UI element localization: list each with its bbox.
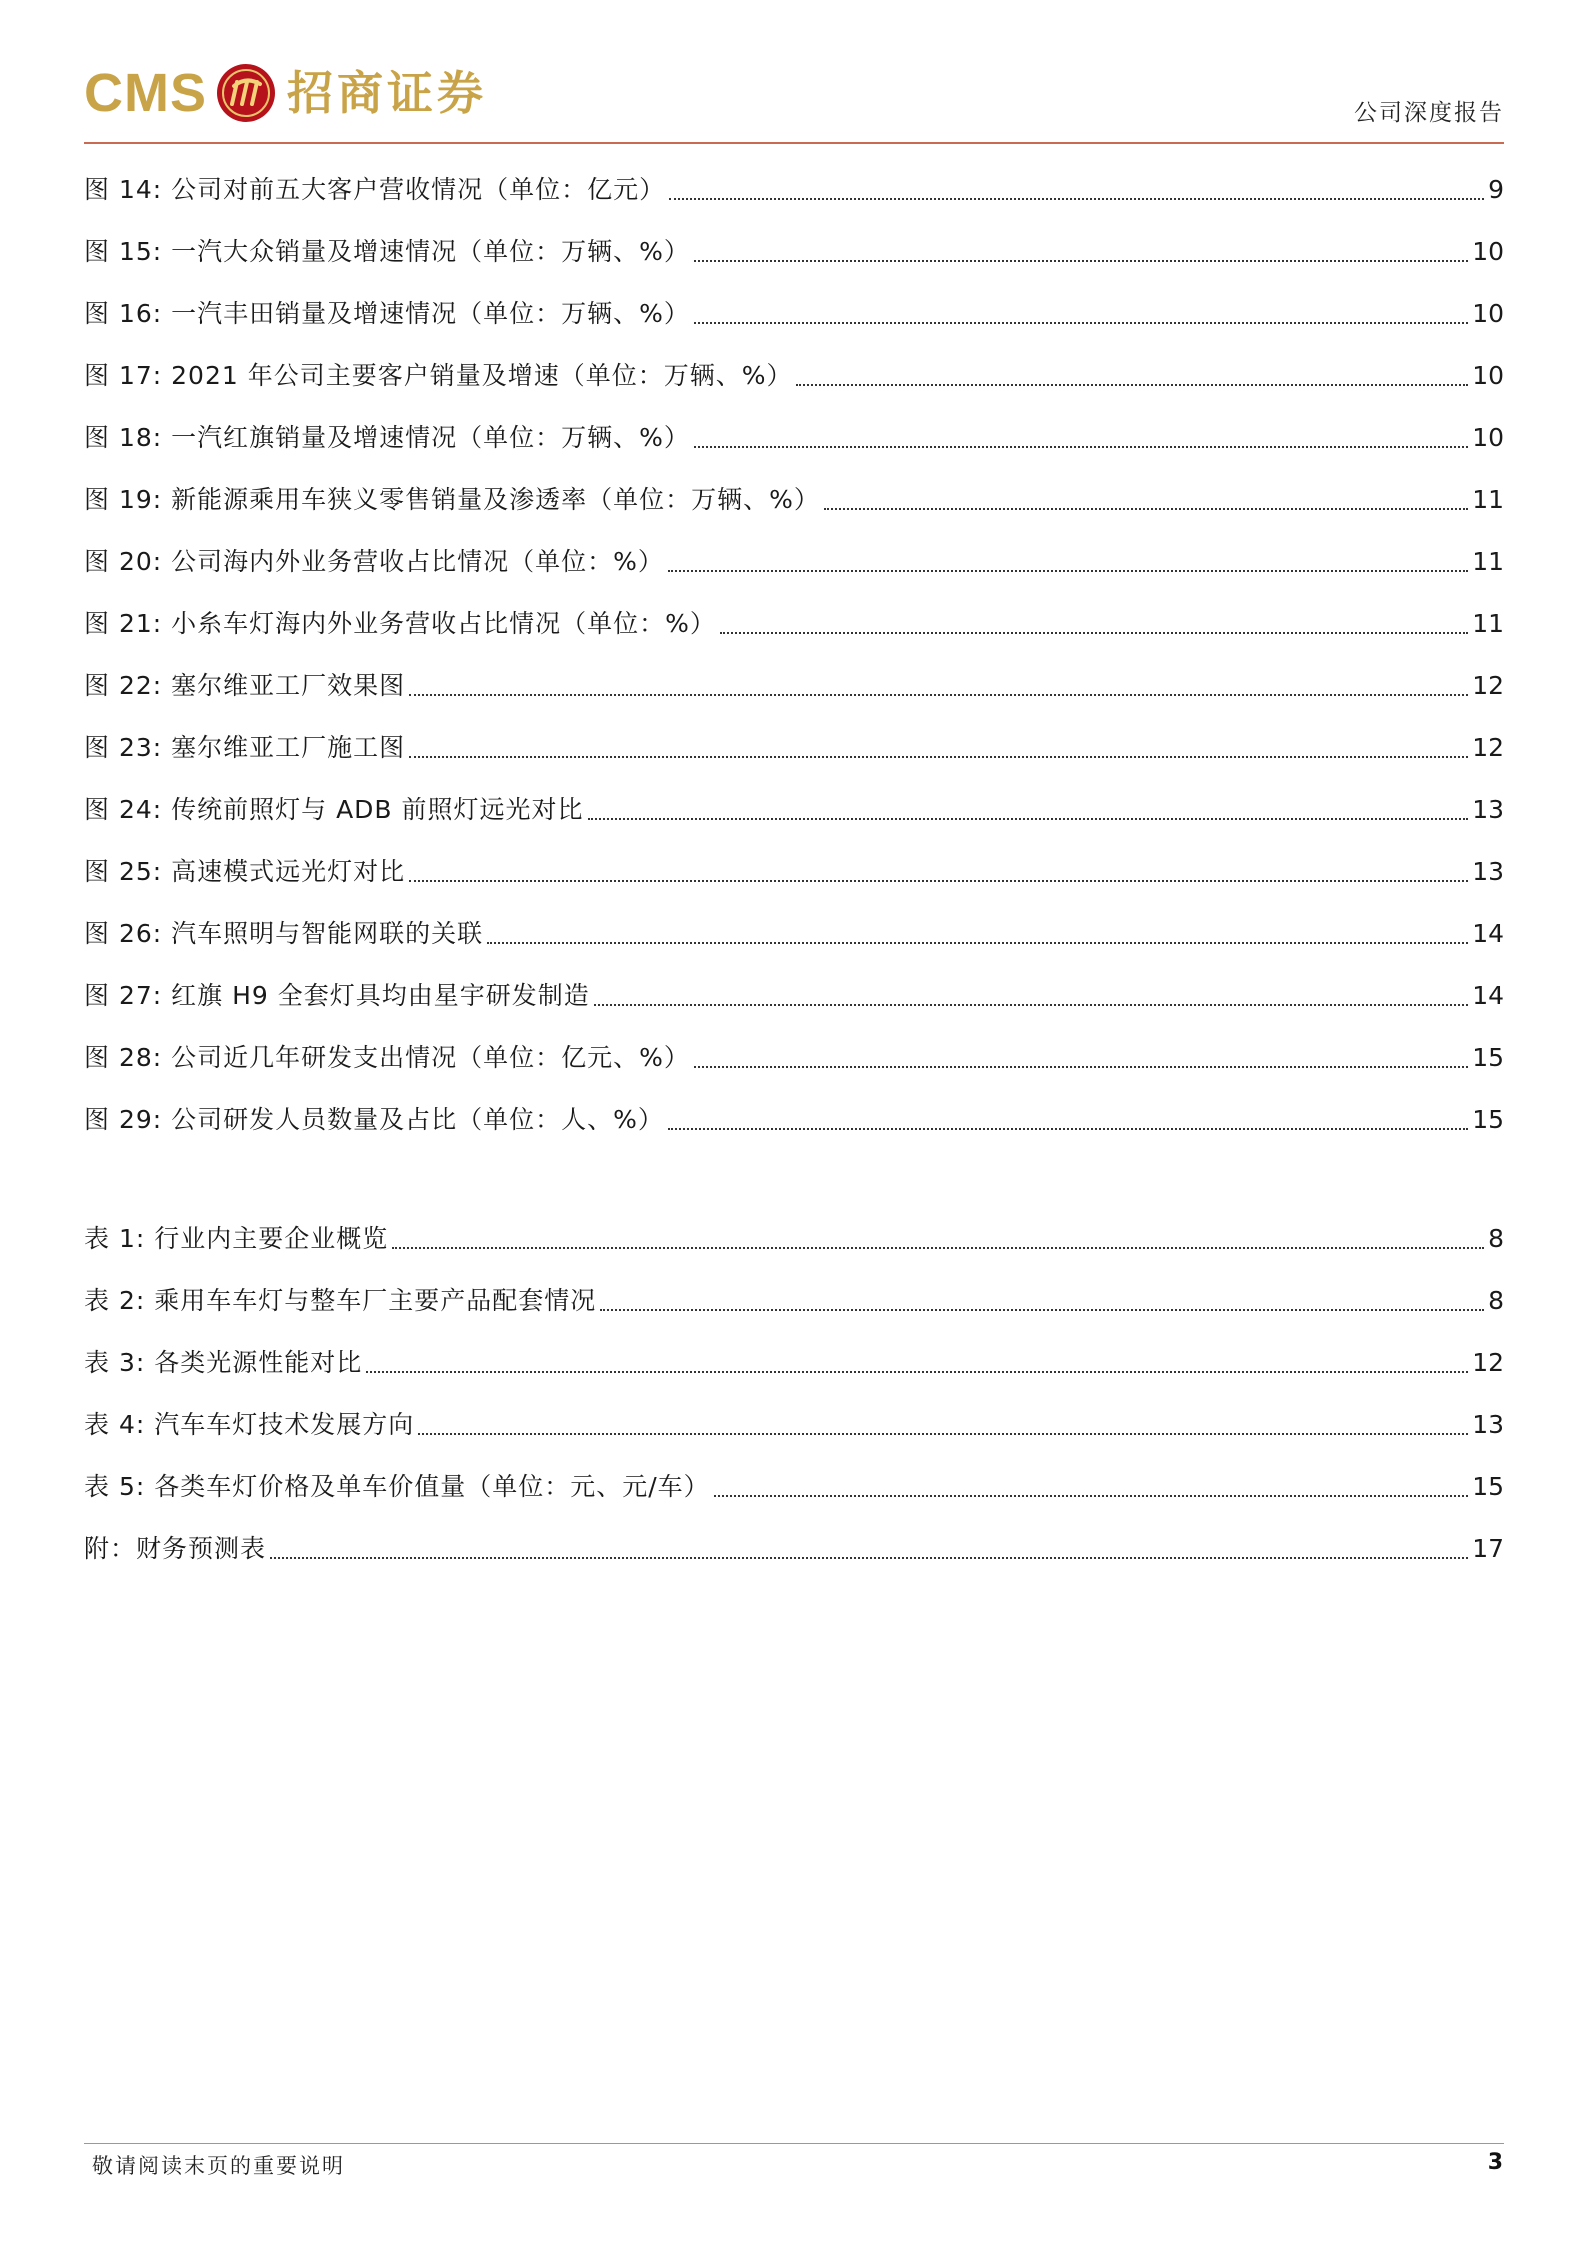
dot-leader (694, 322, 1468, 324)
dot-leader (487, 942, 1468, 944)
dot-leader (600, 1309, 1484, 1311)
toc-entry-table[interactable] (84, 1405, 1504, 1445)
toc-entry-page: 14 (1472, 919, 1504, 948)
disclaimer-note: 敬请阅读末页的重要说明 (92, 2154, 345, 2178)
toc-entry-figure[interactable] (84, 418, 1504, 458)
toc-entry-label: 图 17: 2021 年公司主要客户销量及增速（单位：万辆、%） (84, 361, 793, 390)
toc-entry-page: 15 (1472, 1043, 1504, 1072)
toc-entry-page: 15 (1472, 1472, 1504, 1501)
toc-entry-page: 11 (1472, 547, 1504, 576)
toc-entry-label: 表 4: 汽车车灯技术发展方向 (84, 1410, 415, 1439)
toc-entry-figure[interactable] (84, 356, 1504, 396)
toc-entry-appendix[interactable] (84, 1529, 1504, 1569)
dot-leader (588, 818, 1469, 820)
toc-entry-figure[interactable] (84, 728, 1504, 768)
dot-leader (409, 756, 1468, 758)
toc-entry-page: 12 (1472, 733, 1504, 762)
logo-latin-text: CMS (84, 63, 207, 123)
toc-entry-table[interactable] (84, 1219, 1504, 1259)
toc-entry-label: 附：财务预测表 (84, 1534, 267, 1563)
toc-entry-label: 图 15: 一汽大众销量及增速情况（单位：万辆、%） (84, 237, 690, 266)
toc-entry-label: 表 2: 乘用车车灯与整车厂主要产品配套情况 (84, 1286, 597, 1315)
toc-entry-figure[interactable] (84, 480, 1504, 520)
toc-entry-label: 图 23: 塞尔维亚工厂施工图 (84, 733, 406, 762)
toc-entry-page: 10 (1472, 423, 1504, 452)
toc-entry-figure[interactable] (84, 294, 1504, 334)
toc-entry-figure[interactable] (84, 1100, 1504, 1140)
toc-entry-page: 11 (1472, 609, 1504, 638)
toc-entry-page: 15 (1472, 1105, 1504, 1134)
dot-leader (669, 198, 1484, 200)
page-header (84, 58, 1504, 144)
dot-leader (694, 260, 1468, 262)
cms-logo (84, 58, 487, 128)
toc-entry-figure[interactable] (84, 542, 1504, 582)
footer-divider (84, 2143, 1504, 2144)
dot-leader (409, 694, 1468, 696)
toc-entry-label: 图 22: 塞尔维亚工厂效果图 (84, 671, 406, 700)
logo-chinese-text: 招商证券 (287, 66, 487, 120)
toc-entry-label: 图 26: 汽车照明与智能网联的关联 (84, 919, 484, 948)
toc-entry-label: 图 16: 一汽丰田销量及增速情况（单位：万辆、%） (84, 299, 690, 328)
toc-entry-page: 9 (1488, 175, 1504, 204)
toc-entry-label: 表 3: 各类光源性能对比 (84, 1348, 363, 1377)
toc-entry-label: 图 18: 一汽红旗销量及增速情况（单位：万辆、%） (84, 423, 690, 452)
toc-entry-figure[interactable] (84, 604, 1504, 644)
toc-entry-page: 10 (1472, 237, 1504, 266)
toc-entry-label: 图 27: 红旗 H9 全套灯具均由星宇研发制造 (84, 981, 590, 1010)
toc-entry-page: 12 (1472, 671, 1504, 700)
page-number: 3 (1487, 2150, 1503, 2175)
dot-leader (824, 508, 1468, 510)
dot-leader (366, 1371, 1468, 1373)
toc-entry-page: 17 (1472, 1534, 1504, 1563)
dot-leader (668, 1128, 1468, 1130)
toc-entry-page: 10 (1472, 361, 1504, 390)
toc-entry-label: 图 14: 公司对前五大客户营收情况（单位：亿元） (84, 175, 666, 204)
dot-leader (714, 1495, 1469, 1497)
toc-entry-figure[interactable] (84, 170, 1504, 210)
toc-entry-label: 表 5: 各类车灯价格及单车价值量（单位：元、元/车） (84, 1472, 710, 1501)
toc-entry-page: 14 (1472, 981, 1504, 1010)
toc-entry-page: 13 (1472, 795, 1504, 824)
cms-emblem-icon (215, 62, 277, 124)
dot-leader (720, 632, 1468, 634)
toc-entry-label: 图 21: 小糸车灯海内外业务营收占比情况（单位：%） (84, 609, 716, 638)
dot-leader (694, 446, 1468, 448)
toc-entry-page: 13 (1472, 857, 1504, 886)
toc-entry-label: 图 20: 公司海内外业务营收占比情况（单位：%） (84, 547, 664, 576)
toc-entry-label: 图 24: 传统前照灯与 ADB 前照灯远光对比 (84, 795, 584, 824)
toc-entry-figure[interactable] (84, 232, 1504, 272)
toc-entry-label: 图 25: 高速模式远光灯对比 (84, 857, 406, 886)
toc-entry-figure[interactable] (84, 914, 1504, 954)
toc-entry-page: 11 (1472, 485, 1504, 514)
toc-entry-label: 图 19: 新能源乘用车狭义零售销量及渗透率（单位：万辆、%） (84, 485, 820, 514)
toc-entry-table[interactable] (84, 1343, 1504, 1383)
dot-leader (694, 1066, 1468, 1068)
toc-entry-page: 10 (1472, 299, 1504, 328)
dot-leader (594, 1004, 1468, 1006)
toc-entry-label: 表 1: 行业内主要企业概览 (84, 1224, 389, 1253)
dot-leader (796, 384, 1468, 386)
toc-entry-page: 8 (1488, 1286, 1504, 1315)
toc-entry-figure[interactable] (84, 852, 1504, 892)
toc-entry-page: 8 (1488, 1224, 1504, 1253)
toc-entry-figure[interactable] (84, 976, 1504, 1016)
toc-entry-table[interactable] (84, 1281, 1504, 1321)
toc-entry-page: 13 (1472, 1410, 1504, 1439)
report-type-label: 公司深度报告 (1354, 100, 1504, 126)
toc-entry-figure[interactable] (84, 1038, 1504, 1078)
dot-leader (409, 880, 1468, 882)
dot-leader (270, 1557, 1468, 1559)
toc-entry-table[interactable] (84, 1467, 1504, 1507)
dot-leader (668, 570, 1468, 572)
toc-entry-label: 图 28: 公司近几年研发支出情况（单位：亿元、%） (84, 1043, 690, 1072)
dot-leader (418, 1433, 1468, 1435)
toc-entry-label: 图 29: 公司研发人员数量及占比（单位：人、%） (84, 1105, 664, 1134)
toc-entry-page: 12 (1472, 1348, 1504, 1377)
header-divider (84, 142, 1504, 144)
toc-entry-figure[interactable] (84, 790, 1504, 830)
dot-leader (392, 1247, 1484, 1249)
toc-entry-figure[interactable] (84, 666, 1504, 706)
